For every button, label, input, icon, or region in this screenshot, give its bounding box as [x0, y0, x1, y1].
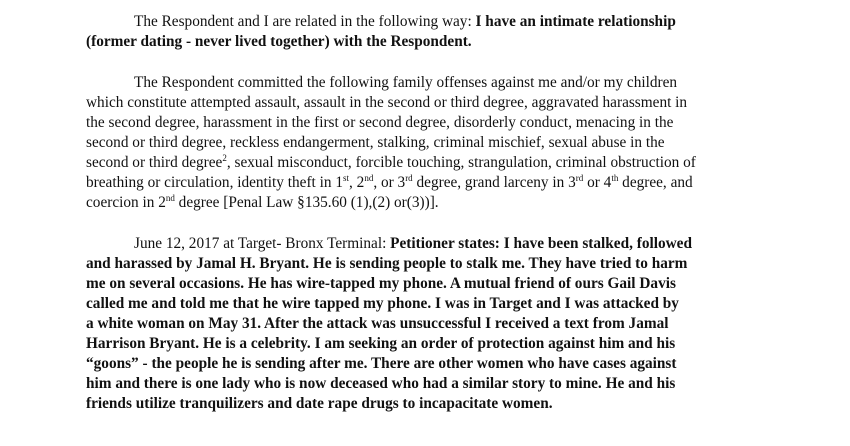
offenses-line-3: the second degree, harassment in the first or second degree, disorderly conduct, menacing in the — [86, 114, 674, 131]
relationship-statement-cont: (former dating - never lived together) with the Respondent. — [86, 33, 472, 50]
offenses-line-4: second or third degree, reckless endangerment, stalking, criminal mischief, sexual abuse in the — [86, 134, 665, 151]
offenses-line-5: second or third degree$^2$, sexual misconduct, forcible touching, strangulation, criminal obstruction of — [86, 153, 696, 171]
incident-line-7: “goons” - the people he is sending after me. There are other women who have cases against — [86, 355, 677, 372]
incident-line-5: a white woman on May 31. After the attack was unsuccessful I received a text from Jamal — [86, 315, 669, 332]
relationship-statement: I have an intimate relationship — [475, 13, 676, 30]
incident-line-4: called me and told me that he wire tapped my phone. I was in Target and I was attacked by — [86, 295, 679, 312]
incident-paragraph — [86, 234, 766, 414]
offenses-line-7: coercion in 2nd degree [Penal Law §135.60 (1),(2) or(3))]. — [86, 193, 439, 211]
offenses-line-1: The Respondent committed the following family offenses against me and/or my children — [134, 74, 678, 91]
incident-date-location: June 12, 2017 at Target- Bronx Terminal: — [134, 235, 391, 252]
offenses-paragraph — [86, 73, 766, 213]
relationship-line-2 — [86, 32, 766, 52]
incident-line-3: me on several occasions. He has wire-tapped my phone. A mutual friend of ours Gail Davis — [86, 275, 676, 292]
offenses-line-2: which constitute attempted assault, assault in the second or third degree, aggravated harassment in — [86, 94, 688, 111]
relationship-paragraph — [86, 12, 766, 52]
incident-line-1 — [86, 234, 766, 254]
incident-line-6: Harrison Bryant. He is a celebrity. I am seeking an order of protection against him and his — [86, 335, 676, 352]
footnote-marker: 2 — [222, 153, 227, 163]
incident-line-8: him and there is one lady who is now deceased who had a similar story to mine. He and his — [86, 375, 676, 392]
relationship-line-1 — [86, 12, 766, 32]
incident-line-2: and harassed by Jamal H. Bryant. He is sending people to stalk me. They have tried to harm — [86, 255, 688, 272]
offenses-line-6: breathing or circulation, identity theft in 1st, 2nd, or 3rd degree, grand larceny in 3rd or 4th degree, and — [86, 173, 693, 191]
incident-line-9: friends utilize tranquilizers and date rape drugs to incapacitate women. — [86, 395, 553, 412]
relationship-intro-text: The Respondent and I are related in the following way: — [134, 13, 476, 30]
petitioner-statement: Petitioner states: I have been stalked, followed — [390, 235, 692, 252]
